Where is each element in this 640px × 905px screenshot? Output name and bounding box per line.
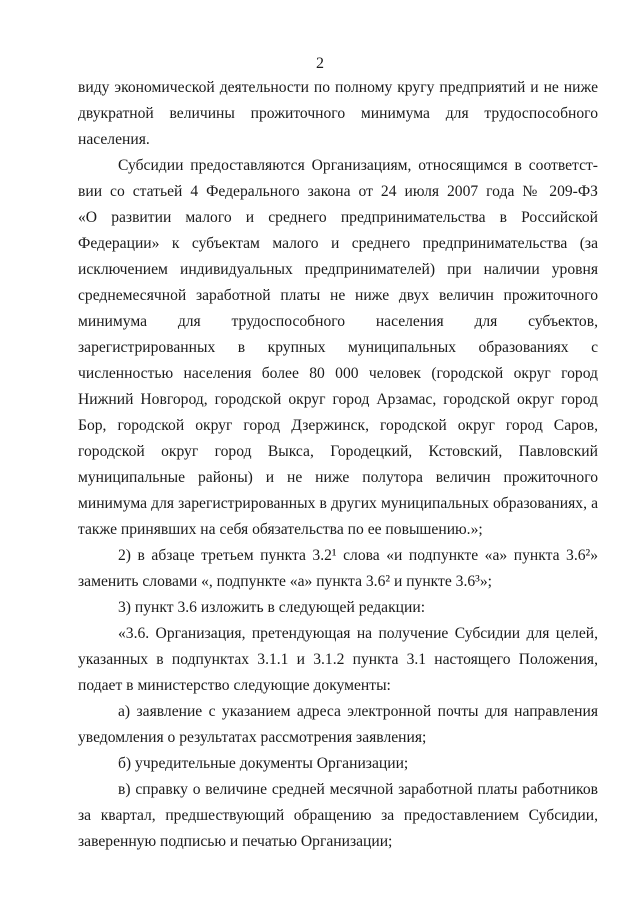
text-line: двукратной величины прожиточного минимума для трудоспособного: [78, 105, 598, 122]
text-line: за квартал, предшествующий обращению за предоставлением Субсидии,: [78, 807, 598, 824]
text-line: Субсидии предоставляются Организациям, относящимся в соответст-: [118, 157, 598, 174]
text-line: минимума для зарегистрированных в других муниципальных образованиях, а: [78, 495, 598, 512]
text-line: Нижний Новгород, городской округ город Арзамас, городской округ город: [78, 391, 598, 408]
text-line: заверенную подписью и печатью Организации;: [78, 833, 393, 850]
text-line: заменить словами «, подпункте «а» пункта 3.6² и пункте 3.6³»;: [78, 573, 492, 590]
text-line: указанных в подпунктах 3.1.1 и 3.1.2 пункта 3.1 настоящего Положения,: [78, 651, 598, 668]
text-line: «3.6. Организация, претендующая на получение Субсидии для целей,: [118, 625, 598, 642]
text-line: городской округ город Выкса, Городецкий, Кстовский, Павловский: [78, 443, 598, 460]
page-number: 2: [316, 55, 324, 72]
text-line: 3) пункт 3.6 изложить в следующей редакции:: [118, 599, 426, 616]
text-line: в) справку о величине средней месячной заработной платы работников: [118, 781, 598, 798]
text-line: среднемесячной заработной платы не ниже двух величин прожиточного: [78, 287, 598, 304]
text-line: минимума для трудоспособного населения для субъектов,: [78, 313, 598, 330]
text-line: а) заявление с указанием адреса электронной почты для направления: [118, 703, 598, 720]
text-line: уведомления о результатах рассмотрения заявления;: [78, 729, 427, 746]
text-line: б) учредительные документы Организации;: [118, 755, 409, 772]
text-line: 2) в абзаце третьем пункта 3.2¹ слова «и подпункте «а» пункта 3.6²»: [118, 547, 598, 564]
text-line: численностью населения более 80 000 человек (городской округ город: [78, 365, 598, 382]
text-line: зарегистрированных в крупных муниципальных образованиях с: [78, 339, 598, 356]
text-line: муниципальные районы) и не ниже полутора величин прожиточного: [78, 469, 598, 486]
text-line: Бор, городской округ город Дзержинск, городской округ город Саров,: [78, 417, 598, 434]
text-line: Федерации» к субъектам малого и среднего предпринимательства (за: [78, 235, 598, 252]
text-line: вии со статьей 4 Федерального закона от 24 июля 2007 года № 209-ФЗ: [78, 183, 598, 200]
text-line: виду экономической деятельности по полному кругу предприятий и не ниже: [78, 79, 598, 96]
text-line: исключением индивидуальных предпринимателей) при наличии уровня: [78, 261, 598, 278]
text-line: «О развитии малого и среднего предпринимательства в Российской: [78, 209, 598, 226]
text-line: также принявших на себя обязательства по ее повышению.»;: [78, 521, 483, 538]
text-line: населения.: [78, 131, 150, 148]
text-line: подает в министерство следующие документы:: [78, 677, 391, 694]
